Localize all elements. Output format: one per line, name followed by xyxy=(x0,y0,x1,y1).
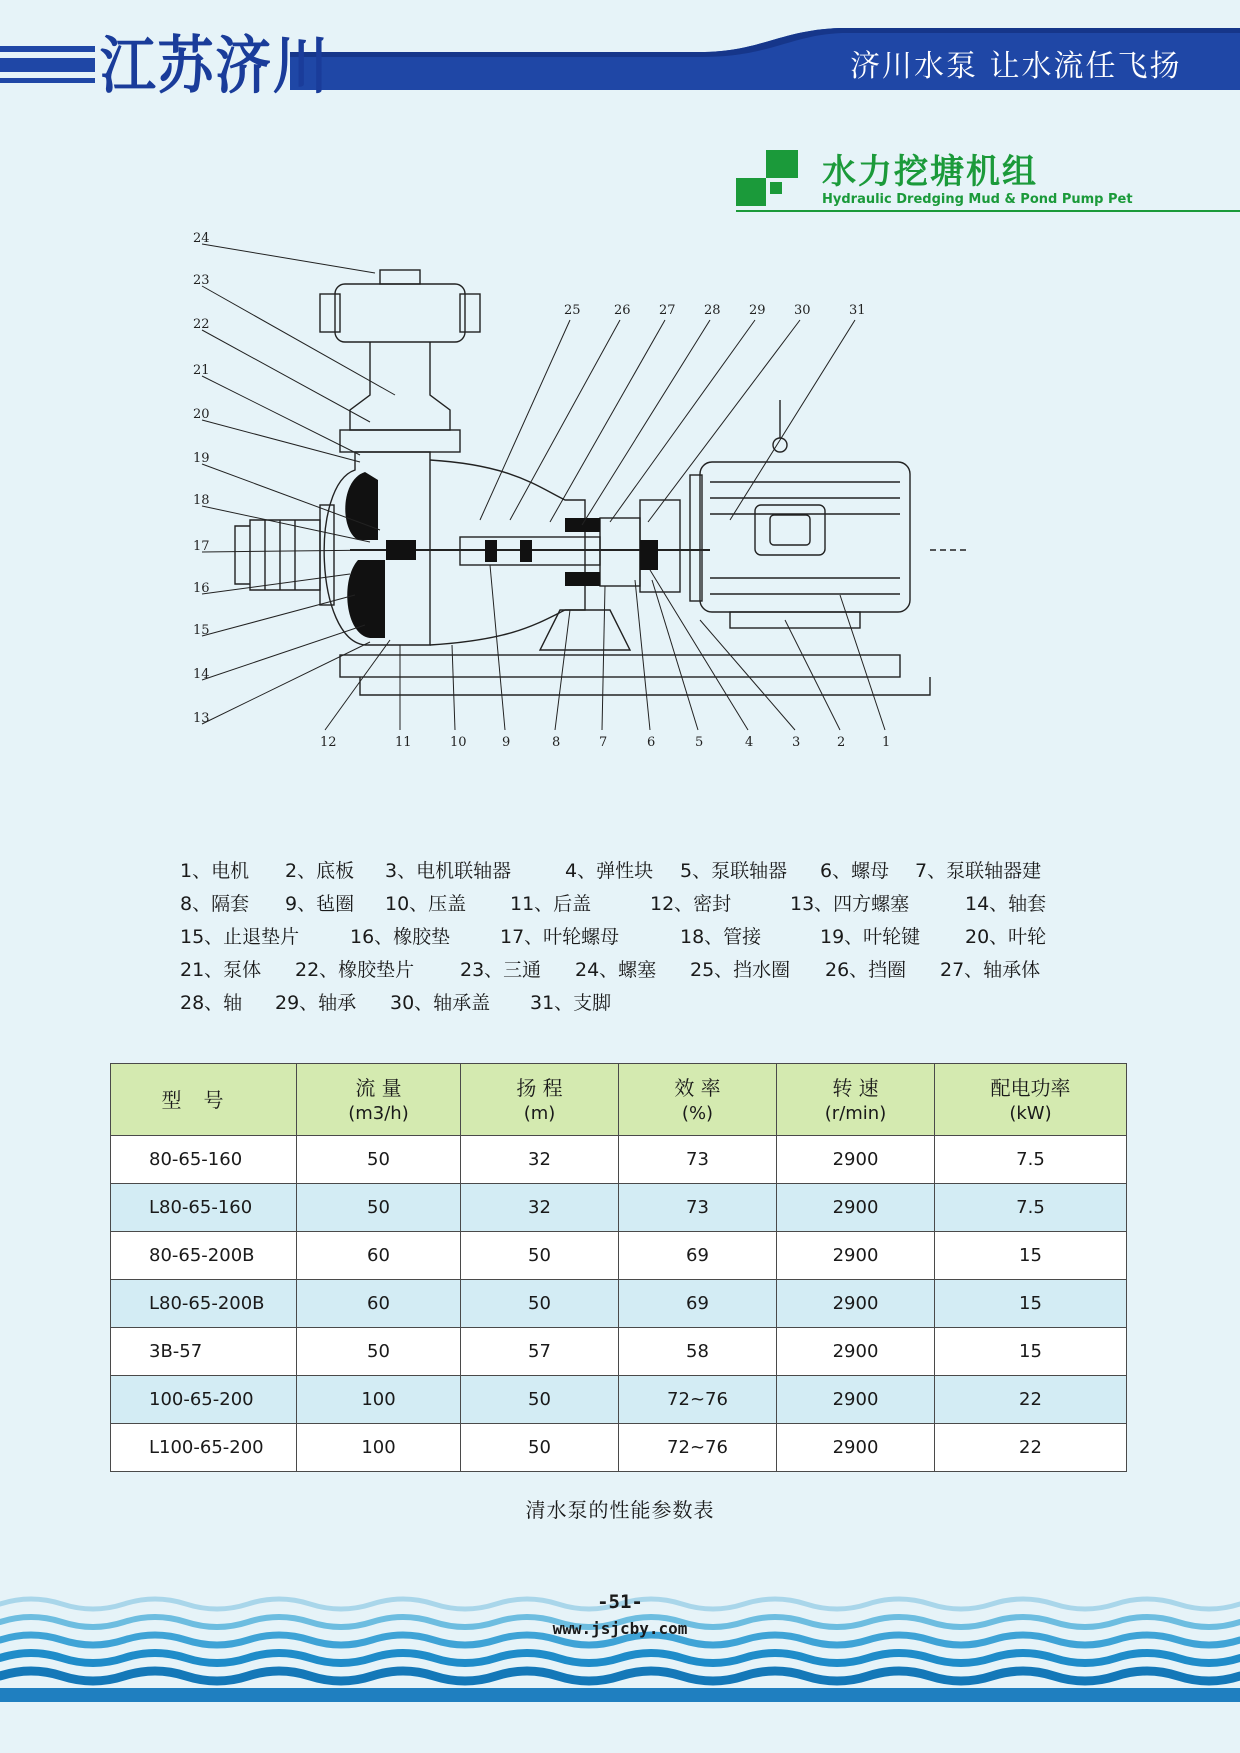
callout-29: 29 xyxy=(749,303,766,318)
cell-efficiency: 72~76 xyxy=(619,1376,777,1424)
cell-flow: 50 xyxy=(297,1184,461,1232)
section-subtitle: Hydraulic Dredging Mud & Pond Pump Pet xyxy=(822,192,1133,207)
table-row xyxy=(111,1280,1127,1328)
legend-row xyxy=(180,924,1060,957)
legend-row xyxy=(180,957,1060,990)
legend-item: 17、叶轮螺母 xyxy=(500,926,620,948)
cell-power: 7.5 xyxy=(935,1136,1127,1184)
table-header-row xyxy=(111,1064,1127,1136)
callout-19: 19 xyxy=(193,451,210,466)
table-row xyxy=(111,1376,1127,1424)
cell-flow: 50 xyxy=(297,1136,461,1184)
cell-flow: 100 xyxy=(297,1424,461,1472)
legend-item: 5、泵联轴器 xyxy=(680,860,788,882)
page-number: -51- xyxy=(597,1591,643,1613)
tee-shape xyxy=(335,284,465,342)
performance-table xyxy=(110,1063,1127,1472)
pump-assembly-diagram xyxy=(190,231,1030,830)
legend-item: 22、橡胶垫片 xyxy=(295,959,415,981)
callout-16: 16 xyxy=(193,581,210,596)
callout-7: 7 xyxy=(599,735,608,750)
callout-30: 30 xyxy=(794,303,811,318)
brand-slogan: 济川水泵 让水流任飞扬 xyxy=(850,49,1182,84)
header-flow: 流 量 (m3/h) xyxy=(297,1064,461,1136)
legend-item: 24、螺塞 xyxy=(575,959,657,981)
cell-head: 50 xyxy=(461,1280,619,1328)
callout-5: 5 xyxy=(695,735,704,750)
legend-item: 4、弹性块 xyxy=(565,860,654,882)
cell-head: 57 xyxy=(461,1328,619,1376)
callout-9: 9 xyxy=(502,735,511,750)
legend-item: 11、后盖 xyxy=(510,893,592,915)
callout-24: 24 xyxy=(193,231,210,246)
cell-efficiency: 72~76 xyxy=(619,1424,777,1472)
header-efficiency: 效 率 (%) xyxy=(619,1064,777,1136)
cell-model: 80-65-200B xyxy=(111,1232,297,1280)
cell-flow: 100 xyxy=(297,1376,461,1424)
legend-item: 31、支脚 xyxy=(530,992,612,1014)
cell-head: 50 xyxy=(461,1376,619,1424)
discharge-flange-shape xyxy=(340,430,460,452)
section-title: 水力挖塘机组 xyxy=(822,152,1038,192)
legend-item: 3、电机联轴器 xyxy=(385,860,512,882)
table-row xyxy=(111,1136,1127,1184)
section-heading xyxy=(736,148,1240,214)
legend-item: 16、橡胶垫 xyxy=(350,926,451,948)
callout-28: 28 xyxy=(704,303,721,318)
cell-model: 3B-57 xyxy=(111,1328,297,1376)
cell-power: 22 xyxy=(935,1376,1127,1424)
legend-item: 8、隔套 xyxy=(180,893,250,915)
cell-speed: 2900 xyxy=(777,1136,935,1184)
table-caption: 清水泵的性能参数表 xyxy=(525,1498,715,1522)
tee-right-port-shape xyxy=(460,294,480,332)
cell-head: 50 xyxy=(461,1424,619,1472)
cell-speed: 2900 xyxy=(777,1328,935,1376)
cell-power: 7.5 xyxy=(935,1184,1127,1232)
callout-25: 25 xyxy=(564,303,581,318)
cell-power: 22 xyxy=(935,1424,1127,1472)
legend-item: 20、叶轮 xyxy=(965,926,1047,948)
discharge-pipe-shape xyxy=(350,342,450,430)
bearing-housing-shape xyxy=(430,460,585,645)
callout-6: 6 xyxy=(647,735,656,750)
tee-left-port-shape xyxy=(320,294,340,332)
cell-flow: 50 xyxy=(297,1328,461,1376)
cell-speed: 2900 xyxy=(777,1184,935,1232)
callout-11: 11 xyxy=(395,735,412,750)
cell-flow: 60 xyxy=(297,1280,461,1328)
table-row xyxy=(111,1424,1127,1472)
page-header xyxy=(0,0,1240,110)
tee-plug-shape xyxy=(380,270,420,284)
cell-model: 80-65-160 xyxy=(111,1136,297,1184)
callout-10: 10 xyxy=(450,735,467,750)
legend-item: 14、轴套 xyxy=(965,893,1047,915)
legend-item: 7、泵联轴器建 xyxy=(915,860,1042,882)
pump-coupling-shape xyxy=(600,518,640,586)
legend-item: 28、轴 xyxy=(180,992,243,1014)
callout-3: 3 xyxy=(792,735,801,750)
legend-item: 25、挡水圈 xyxy=(690,959,791,981)
legend-item: 13、四方螺塞 xyxy=(790,893,910,915)
website-url: www.jsjcby.com xyxy=(552,1619,688,1638)
brand-logo: 江苏济川 xyxy=(100,29,331,102)
cell-speed: 2900 xyxy=(777,1232,935,1280)
callout-21: 21 xyxy=(193,363,210,378)
base-plate-shape xyxy=(340,655,900,677)
table-row xyxy=(111,1184,1127,1232)
cell-model: L80-65-160 xyxy=(111,1184,297,1232)
header-model: 型号 xyxy=(111,1064,297,1136)
cell-speed: 2900 xyxy=(777,1376,935,1424)
legend-item: 18、管接 xyxy=(680,926,762,948)
legend-row xyxy=(180,858,1060,891)
cell-efficiency: 58 xyxy=(619,1328,777,1376)
callout-2: 2 xyxy=(837,735,846,750)
legend-item: 2、底板 xyxy=(285,860,355,882)
cell-model: 100-65-200 xyxy=(111,1376,297,1424)
legend-row xyxy=(180,990,1060,1023)
legend-item: 26、挡圈 xyxy=(825,959,907,981)
callout-26: 26 xyxy=(614,303,631,318)
legend-item: 12、密封 xyxy=(650,893,732,915)
legend-item: 6、螺母 xyxy=(820,860,890,882)
cell-power: 15 xyxy=(935,1328,1127,1376)
table-row xyxy=(111,1232,1127,1280)
cell-speed: 2900 xyxy=(777,1424,935,1472)
motor-terminal-box-shape xyxy=(755,505,825,555)
callout-14: 14 xyxy=(193,667,210,682)
legend-item: 9、毡圈 xyxy=(285,893,355,915)
callout-17: 17 xyxy=(193,539,210,554)
legend-item: 27、轴承体 xyxy=(940,959,1041,981)
legend-item: 30、轴承盖 xyxy=(390,992,491,1014)
cell-model: L80-65-200B xyxy=(111,1280,297,1328)
callout-4: 4 xyxy=(745,735,754,750)
cell-efficiency: 69 xyxy=(619,1280,777,1328)
legend-item: 23、三通 xyxy=(460,959,542,981)
callout-15: 15 xyxy=(193,623,210,638)
callout-18: 18 xyxy=(193,493,210,508)
legend-item: 21、泵体 xyxy=(180,959,262,981)
header-speed: 转 速 (r/min) xyxy=(777,1064,935,1136)
cell-efficiency: 73 xyxy=(619,1136,777,1184)
cell-head: 32 xyxy=(461,1184,619,1232)
header-power: 配电功率 (kW) xyxy=(935,1064,1127,1136)
cell-head: 50 xyxy=(461,1232,619,1280)
legend-item: 15、止退垫片 xyxy=(180,926,300,948)
legend-item: 29、轴承 xyxy=(275,992,357,1014)
callout-22: 22 xyxy=(193,317,210,332)
cell-speed: 2900 xyxy=(777,1280,935,1328)
callout-13: 13 xyxy=(193,711,210,726)
legend-row xyxy=(180,891,1060,924)
cell-model: L100-65-200 xyxy=(111,1424,297,1472)
parts-legend xyxy=(180,858,1060,1023)
callout-1: 1 xyxy=(882,735,891,750)
cell-power: 15 xyxy=(935,1232,1127,1280)
legend-item: 1、电机 xyxy=(180,860,250,882)
callout-27: 27 xyxy=(659,303,676,318)
callout-8: 8 xyxy=(552,735,561,750)
callout-12: 12 xyxy=(320,735,337,750)
cell-flow: 60 xyxy=(297,1232,461,1280)
table-row xyxy=(111,1328,1127,1376)
header-head: 扬 程 (m) xyxy=(461,1064,619,1136)
callout-31: 31 xyxy=(849,303,866,318)
legend-item: 10、压盖 xyxy=(385,893,467,915)
cell-efficiency: 69 xyxy=(619,1232,777,1280)
callout-20: 20 xyxy=(193,407,210,422)
callout-23: 23 xyxy=(193,273,210,288)
legend-item: 19、叶轮键 xyxy=(820,926,921,948)
cell-head: 32 xyxy=(461,1136,619,1184)
cell-efficiency: 73 xyxy=(619,1184,777,1232)
motor-body-shape xyxy=(700,462,910,612)
cell-power: 15 xyxy=(935,1280,1127,1328)
